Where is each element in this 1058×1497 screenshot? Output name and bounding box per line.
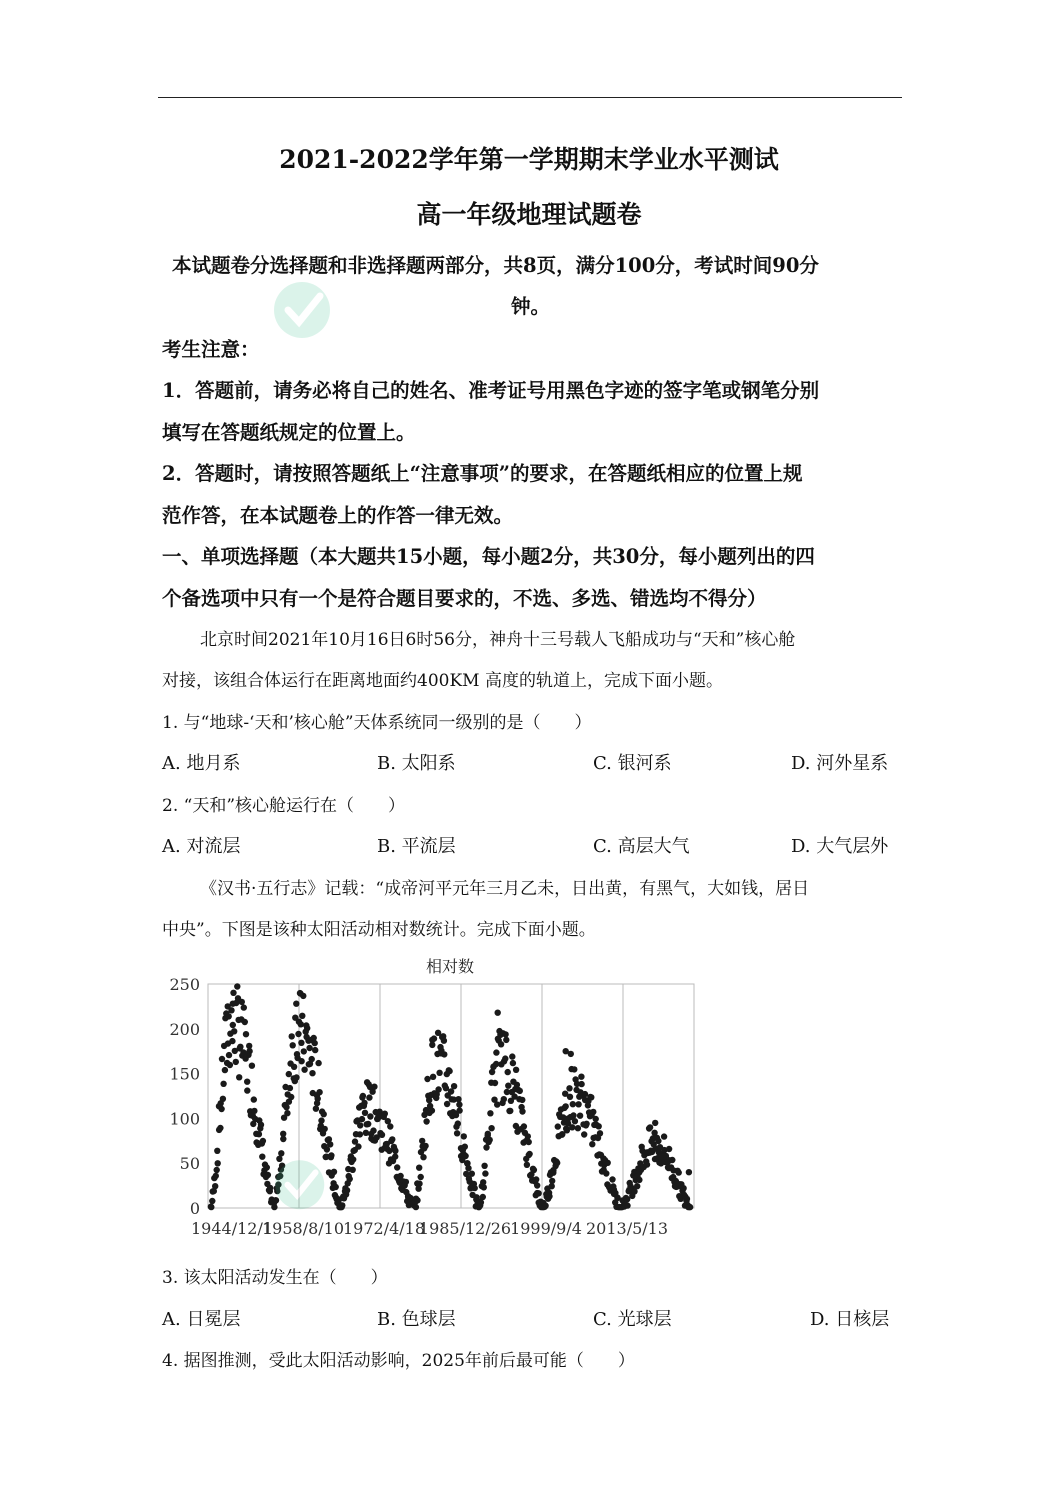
watermark-logo-icon (268, 268, 348, 348)
section-heading-line-2: 个备选项中只有一个是符合题目要求的，不选、多选、错选均不得分） (162, 587, 767, 610)
notice-item-1-line-2: 填写在答题纸规定的位置上。 (162, 421, 416, 444)
data-point (680, 1185, 686, 1191)
data-point (555, 1123, 561, 1129)
question-4-stem: 4. 据图推测，受此太阳活动影响，2025年前后最可能（ ） (162, 1351, 635, 1371)
data-point (684, 1196, 690, 1202)
data-point (652, 1120, 658, 1126)
data-point (379, 1132, 385, 1138)
data-point (251, 1108, 257, 1114)
data-point (350, 1156, 356, 1162)
data-point (357, 1122, 363, 1128)
data-point (572, 1118, 578, 1124)
x-tick-label: 1985/12/26 (418, 1219, 512, 1238)
data-point (244, 1079, 250, 1085)
data-point (582, 1091, 588, 1097)
data-point (521, 1123, 527, 1129)
question-3-stem: 3. 该太阳活动发生在（ ） (162, 1268, 388, 1288)
data-point (569, 1124, 575, 1130)
question-2-option-a: A. 对流层 (162, 836, 241, 857)
question-3-option-a: A. 日冕层 (162, 1309, 241, 1330)
data-point (321, 1111, 327, 1117)
y-tick-label: 200 (169, 1019, 200, 1039)
data-point (418, 1174, 424, 1180)
data-point (226, 1052, 232, 1058)
data-point (535, 1190, 541, 1196)
data-point (581, 1131, 587, 1137)
data-point (251, 1096, 257, 1102)
data-point (487, 1137, 493, 1143)
exam-title: 2021-2022学年第一学期期末学业水平测试 (279, 145, 779, 174)
data-point (593, 1116, 599, 1122)
question-1-option-d: D. 河外星系 (791, 753, 889, 774)
data-point (509, 1053, 515, 1059)
question-1-option-b: B. 太阳系 (377, 753, 456, 774)
data-point (501, 1096, 507, 1102)
data-point (298, 1058, 304, 1064)
data-point (229, 1038, 235, 1044)
data-point (503, 1037, 509, 1043)
data-point (575, 1125, 581, 1131)
question-2-option-b: B. 平流层 (377, 836, 456, 857)
x-axis-ticks (191, 1219, 668, 1238)
y-tick-label: 0 (189, 1199, 200, 1218)
data-point (293, 1001, 299, 1007)
data-point (644, 1161, 650, 1167)
data-point (389, 1136, 395, 1142)
data-point (301, 1067, 307, 1073)
passage-1-line-2: 对接，该组合体运行在距离地面约400KM 高度的轨道上，完成下面小题。 (162, 671, 723, 691)
question-1-option-a: A. 地月系 (162, 753, 241, 774)
data-point (327, 1141, 333, 1147)
data-point (575, 1101, 581, 1107)
data-point (430, 1074, 436, 1080)
data-point (472, 1185, 478, 1191)
data-point (502, 1055, 508, 1061)
data-point (239, 999, 245, 1005)
data-point (259, 1154, 265, 1160)
data-point (422, 1143, 428, 1149)
data-point (298, 1021, 304, 1027)
data-point (493, 1049, 499, 1055)
data-point (546, 1193, 552, 1199)
data-point (494, 1101, 500, 1107)
data-point (283, 1104, 289, 1110)
passage-2-line-1: 《汉书·五行志》记载：“成帝河平元年三月乙未，日出黄，有黑气，大如钱，居日 (200, 879, 810, 899)
notice-heading: 考生注意： (162, 338, 260, 361)
data-point (507, 1108, 513, 1114)
data-point (214, 1167, 220, 1173)
x-tick-label: 1944/12/1 (190, 1219, 274, 1238)
data-point (519, 1097, 525, 1103)
data-point (291, 1064, 297, 1070)
data-point (300, 993, 306, 999)
data-point (260, 1138, 266, 1144)
data-point (423, 1118, 429, 1124)
data-point (222, 1067, 228, 1073)
passage-1-line-1: 北京时间2021年10月16日6时56分，神舟十三号载人飞船成功与“天和”核心舱 (200, 630, 796, 650)
question-1-stem: 1. 与“地球-‘天和’核心舱”天体系统同一级别的是（ ） (162, 713, 592, 733)
data-point (246, 1048, 252, 1054)
data-point (315, 1060, 321, 1066)
data-point (306, 1045, 312, 1051)
data-point (567, 1094, 573, 1100)
data-point (455, 1120, 461, 1126)
passage-2-line-2: 中央”。下图是该种太阳活动相对数统计。完成下面小题。 (162, 920, 596, 940)
data-point (431, 1035, 437, 1041)
question-2-option-c: C. 高层大气 (593, 836, 690, 857)
data-point (549, 1178, 555, 1184)
data-point (416, 1181, 422, 1187)
data-point (208, 1204, 214, 1210)
data-point (241, 1004, 247, 1010)
data-point (286, 1071, 292, 1077)
data-point (213, 1173, 219, 1179)
data-point (367, 1113, 373, 1119)
data-point (413, 1204, 419, 1210)
data-point (230, 1022, 236, 1028)
data-point (526, 1139, 532, 1145)
data-point (387, 1123, 393, 1129)
data-point (469, 1171, 475, 1177)
data-point (429, 1107, 435, 1113)
data-point (488, 1125, 494, 1131)
data-point (478, 1199, 484, 1205)
header-rule (158, 97, 902, 98)
data-point (590, 1109, 596, 1115)
data-point (237, 1044, 243, 1050)
data-point (510, 1060, 516, 1066)
data-point (534, 1182, 540, 1188)
data-point (284, 1110, 290, 1116)
data-point (249, 1063, 255, 1069)
chart-title: 相对数 (425, 957, 475, 976)
data-point (441, 1038, 447, 1044)
data-point (568, 1051, 574, 1057)
data-point (304, 1025, 310, 1031)
data-point (686, 1169, 692, 1175)
data-point (451, 1083, 457, 1089)
data-point (482, 1170, 488, 1176)
data-point (513, 1067, 519, 1073)
data-point (661, 1133, 667, 1139)
data-point (531, 1167, 537, 1173)
question-2-option-d: D. 大气层外 (791, 836, 889, 857)
data-point (295, 1031, 301, 1037)
data-point (220, 1081, 226, 1087)
section-heading-line-1: 一、单项选择题（本大题共15小题，每小题2分，共30分，每小题列出的四 (162, 545, 815, 568)
data-point (420, 1154, 426, 1160)
exam-subtitle: 高一年级地理试题卷 (416, 200, 642, 229)
data-point (214, 1148, 220, 1154)
data-point (217, 1125, 223, 1131)
data-point (444, 1101, 450, 1107)
question-3-option-d: D. 日核层 (810, 1309, 890, 1330)
question-3-option-b: B. 色球层 (377, 1309, 456, 1330)
data-point (230, 990, 236, 996)
y-tick-label: 150 (169, 1064, 200, 1084)
sunspot-scatter-chart (160, 950, 720, 1250)
data-point (394, 1164, 400, 1170)
data-point (669, 1157, 675, 1163)
data-point (666, 1146, 672, 1152)
data-point (382, 1111, 388, 1117)
data-point (485, 1131, 491, 1137)
data-point (318, 1117, 324, 1123)
data-point (357, 1131, 363, 1137)
data-point (227, 1062, 233, 1068)
data-point (505, 1083, 511, 1089)
data-point (215, 1160, 221, 1166)
data-point (392, 1148, 398, 1154)
data-point (588, 1094, 594, 1100)
data-point (242, 1019, 248, 1025)
data-point (289, 1033, 295, 1039)
data-point (517, 1088, 523, 1094)
data-point (355, 1143, 361, 1149)
data-point (465, 1165, 471, 1171)
data-point (312, 1047, 318, 1053)
question-3-option-c: C. 光球层 (593, 1309, 672, 1330)
data-point (243, 1031, 249, 1037)
notice-item-2-line-1: 2．答题时，请按照答题纸上“注意事项”的要求，在答题纸相应的位置上规 (162, 462, 803, 485)
data-point (577, 1113, 583, 1119)
data-point (287, 1085, 293, 1091)
data-point (309, 1056, 315, 1062)
data-point (603, 1170, 609, 1176)
intro-line-2: 钟。 (511, 295, 551, 318)
data-point (429, 1042, 435, 1048)
data-point (596, 1123, 602, 1129)
data-point (554, 1160, 560, 1166)
data-point (280, 1136, 286, 1142)
data-point (505, 1069, 511, 1075)
data-point (370, 1127, 376, 1133)
question-2-stem: 2. “天和”核心舱运行在（ ） (162, 796, 406, 816)
data-point (578, 1074, 584, 1080)
watermark-logo-icon-2 (270, 1148, 340, 1218)
data-point (219, 1056, 225, 1062)
data-point (436, 1070, 442, 1076)
data-point (362, 1110, 368, 1116)
data-point (481, 1163, 487, 1169)
data-point (301, 1048, 307, 1054)
data-point (312, 1040, 318, 1046)
data-point (655, 1138, 661, 1144)
data-point (687, 1204, 693, 1210)
y-tick-label: 50 (179, 1154, 200, 1174)
x-tick-label: 1958/8/10 (261, 1219, 345, 1238)
data-point (315, 1096, 321, 1102)
data-point (365, 1121, 371, 1127)
data-point (498, 1041, 504, 1047)
data-point (571, 1066, 577, 1072)
data-point (589, 1141, 595, 1147)
data-point (293, 1074, 299, 1080)
y-tick-label: 100 (169, 1109, 200, 1129)
data-point (258, 1122, 264, 1128)
data-point (566, 1085, 572, 1091)
data-point (462, 1153, 468, 1159)
data-point (313, 1106, 319, 1112)
x-tick-label: 2013/5/13 (585, 1219, 669, 1238)
data-point (481, 1184, 487, 1190)
data-point (487, 1110, 493, 1116)
data-point (519, 1108, 525, 1114)
data-point (435, 1086, 441, 1092)
data-point (288, 1094, 294, 1100)
data-point (609, 1176, 615, 1182)
data-point (231, 1028, 237, 1034)
data-point (367, 1084, 373, 1090)
intro-line-1: 本试题卷分选择题和非选择题两部分，共8页，满分100分，考试时间90分 (172, 254, 819, 277)
data-point (220, 1096, 226, 1102)
data-point (524, 1162, 530, 1168)
data-point (636, 1177, 642, 1183)
data-point (495, 1010, 501, 1016)
x-tick-label: 1972/4/18 (342, 1219, 426, 1238)
data-point (234, 983, 240, 989)
data-point (461, 1133, 467, 1139)
data-point (570, 1112, 576, 1118)
data-point (456, 1107, 462, 1113)
data-point (676, 1169, 682, 1175)
data-point (392, 1153, 398, 1159)
data-point (209, 1198, 215, 1204)
data-point (290, 1042, 296, 1048)
data-point (366, 1094, 372, 1100)
data-point (597, 1130, 603, 1136)
data-point (363, 1130, 369, 1136)
data-point (230, 1001, 236, 1007)
y-axis-ticks (169, 975, 200, 1218)
data-point (634, 1183, 640, 1189)
data-point (446, 1068, 452, 1074)
data-point (339, 1202, 345, 1208)
data-point (424, 1076, 430, 1082)
data-point (455, 1096, 461, 1102)
y-tick-label: 250 (169, 975, 200, 994)
data-point (414, 1197, 420, 1203)
data-point (416, 1165, 422, 1171)
data-point (347, 1176, 353, 1182)
data-point (218, 1106, 224, 1112)
data-point (526, 1151, 532, 1157)
data-point (226, 1013, 232, 1019)
data-point (533, 1176, 539, 1182)
data-point (403, 1179, 409, 1185)
data-point (525, 1133, 531, 1139)
data-point (360, 1093, 366, 1099)
data-point (624, 1202, 630, 1208)
data-point (578, 1081, 584, 1087)
data-point (563, 1103, 569, 1109)
data-point (542, 1203, 548, 1209)
data-point (605, 1160, 611, 1166)
data-point (570, 1101, 576, 1107)
data-point (456, 1101, 462, 1107)
data-point (256, 1131, 262, 1137)
data-point (462, 1144, 468, 1150)
notice-item-1-line-1: 1．答题前，请务必将自己的姓名、准考证号用黑色字迹的签字笔或钢笔分别 (162, 379, 820, 402)
data-point (299, 1013, 305, 1019)
data-point (212, 1183, 218, 1189)
data-point (502, 1031, 508, 1037)
question-1-option-c: C. 银河系 (593, 753, 672, 774)
data-point (350, 1167, 356, 1173)
data-point (480, 1194, 486, 1200)
notice-item-2-line-2: 范作答，在本试题卷上的作答一律无效。 (162, 504, 514, 527)
data-point (647, 1124, 653, 1130)
data-point (361, 1100, 367, 1106)
data-point (492, 1080, 498, 1086)
data-point (583, 1121, 589, 1127)
data-point (454, 1130, 460, 1136)
data-point (233, 1059, 239, 1065)
data-point (309, 1070, 315, 1076)
data-point (344, 1187, 350, 1193)
data-point (236, 1074, 242, 1080)
x-tick-label: 1999/9/4 (510, 1219, 582, 1238)
data-point (359, 1116, 365, 1122)
data-point (397, 1173, 403, 1179)
data-point (298, 1040, 304, 1046)
data-point (441, 1051, 447, 1057)
data-point (322, 1126, 328, 1132)
data-point (316, 1089, 322, 1095)
data-point (244, 1087, 250, 1093)
